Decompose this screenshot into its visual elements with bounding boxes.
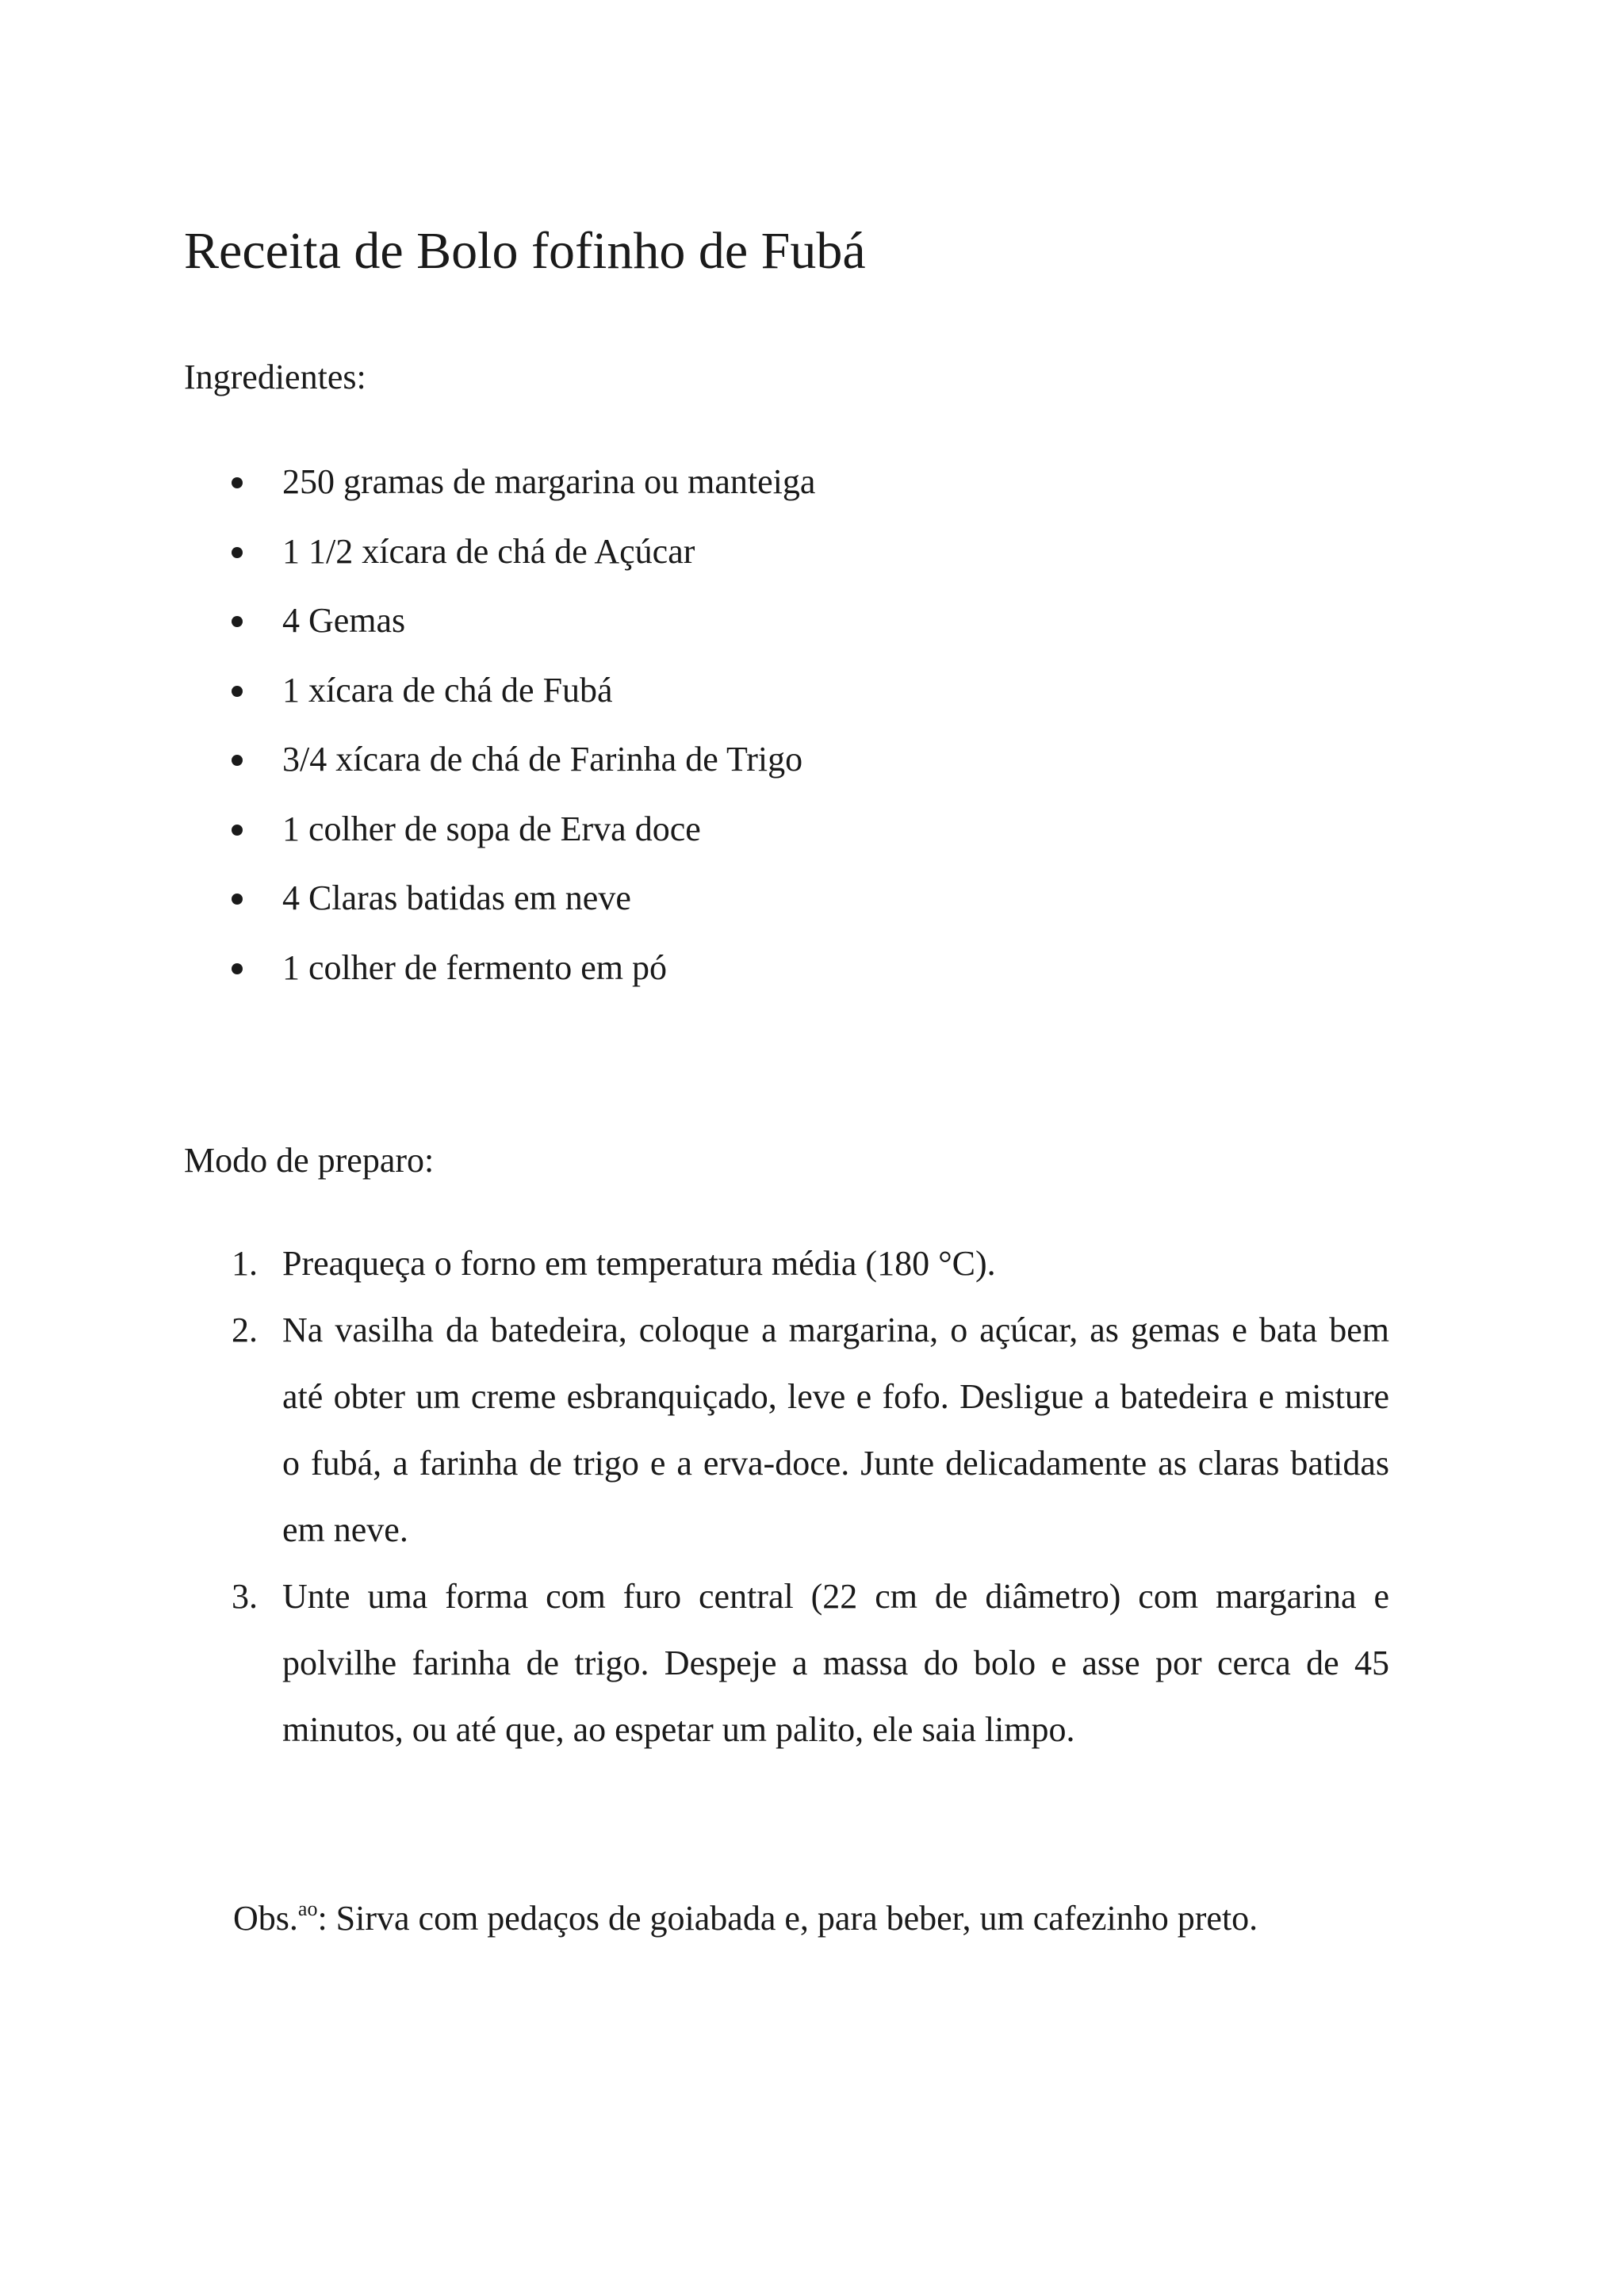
step-item <box>184 1563 1389 1763</box>
note-superscript: ao <box>297 1897 318 1920</box>
ingredient-item <box>184 586 815 656</box>
ingredient-text: 4 Claras batidas em neve <box>282 878 631 917</box>
bullet-icon <box>232 686 243 697</box>
bullet-icon <box>232 616 243 627</box>
preparation-steps <box>184 1230 1389 1763</box>
step-item <box>184 1230 1389 1297</box>
ingredient-text: 250 gramas de margarina ou manteiga <box>282 462 816 501</box>
ingredient-text: 4 Gemas <box>282 601 406 640</box>
ingredient-text: 1 colher de fermento em pó <box>282 947 668 987</box>
ingredient-item <box>184 517 815 587</box>
recipe-title: Receita de Bolo fofinho de Fubá <box>184 222 866 280</box>
bullet-icon <box>232 963 243 974</box>
bullet-icon <box>232 755 243 766</box>
note-label: Obs. <box>233 1899 298 1938</box>
ingredients-heading: Ingredientes: <box>184 358 366 396</box>
step-text: Na vasilha da batedeira, coloque a margarina, o açúcar, as gemas e bata bem até obter um creme esbranquiçado, leve e fofo. Desligue a batedeira e misture o fubá, a farinha de trigo e a erva-doce. Junte delicadamente as claras batidas em neve. <box>282 1311 1389 1549</box>
ingredient-text: 1 1/2 xícara de chá de Açúcar <box>282 531 695 571</box>
ingredient-item <box>184 794 815 864</box>
ingredients-list <box>184 447 815 1002</box>
preparation-heading: Modo de preparo: <box>184 1141 435 1180</box>
step-text: Unte uma forma com furo central (22 cm de diâmetro) com margarina e polvilhe farinha de trigo. Despeje a massa do bolo e asse por cerca de 45 minutos, ou até que, ao espetar um palito, ele saia limpo. <box>282 1577 1389 1749</box>
bullet-icon <box>232 825 243 836</box>
step-number: 3. <box>232 1577 258 1616</box>
bullet-icon <box>232 477 243 488</box>
observation-note <box>233 1898 1258 1940</box>
ingredient-item <box>184 863 815 933</box>
ingredient-item <box>184 725 815 794</box>
bullet-icon <box>232 894 243 905</box>
step-item <box>184 1297 1389 1563</box>
step-number: 1. <box>232 1244 258 1283</box>
ingredient-text: 1 colher de sopa de Erva doce <box>282 809 701 848</box>
ingredient-item <box>184 933 815 1003</box>
ingredient-item <box>184 447 815 517</box>
step-number: 2. <box>232 1311 258 1349</box>
ingredient-text: 3/4 xícara de chá de Farinha de Trigo <box>282 740 803 779</box>
bullet-icon <box>232 547 243 558</box>
ingredient-item <box>184 656 815 725</box>
note-text: : Sirva com pedaços de goiabada e, para beber, um cafezinho preto. <box>317 1899 1258 1938</box>
step-text: Preaqueça o forno em temperatura média (180 °C). <box>282 1244 996 1283</box>
ingredient-text: 1 xícara de chá de Fubá <box>282 670 613 710</box>
